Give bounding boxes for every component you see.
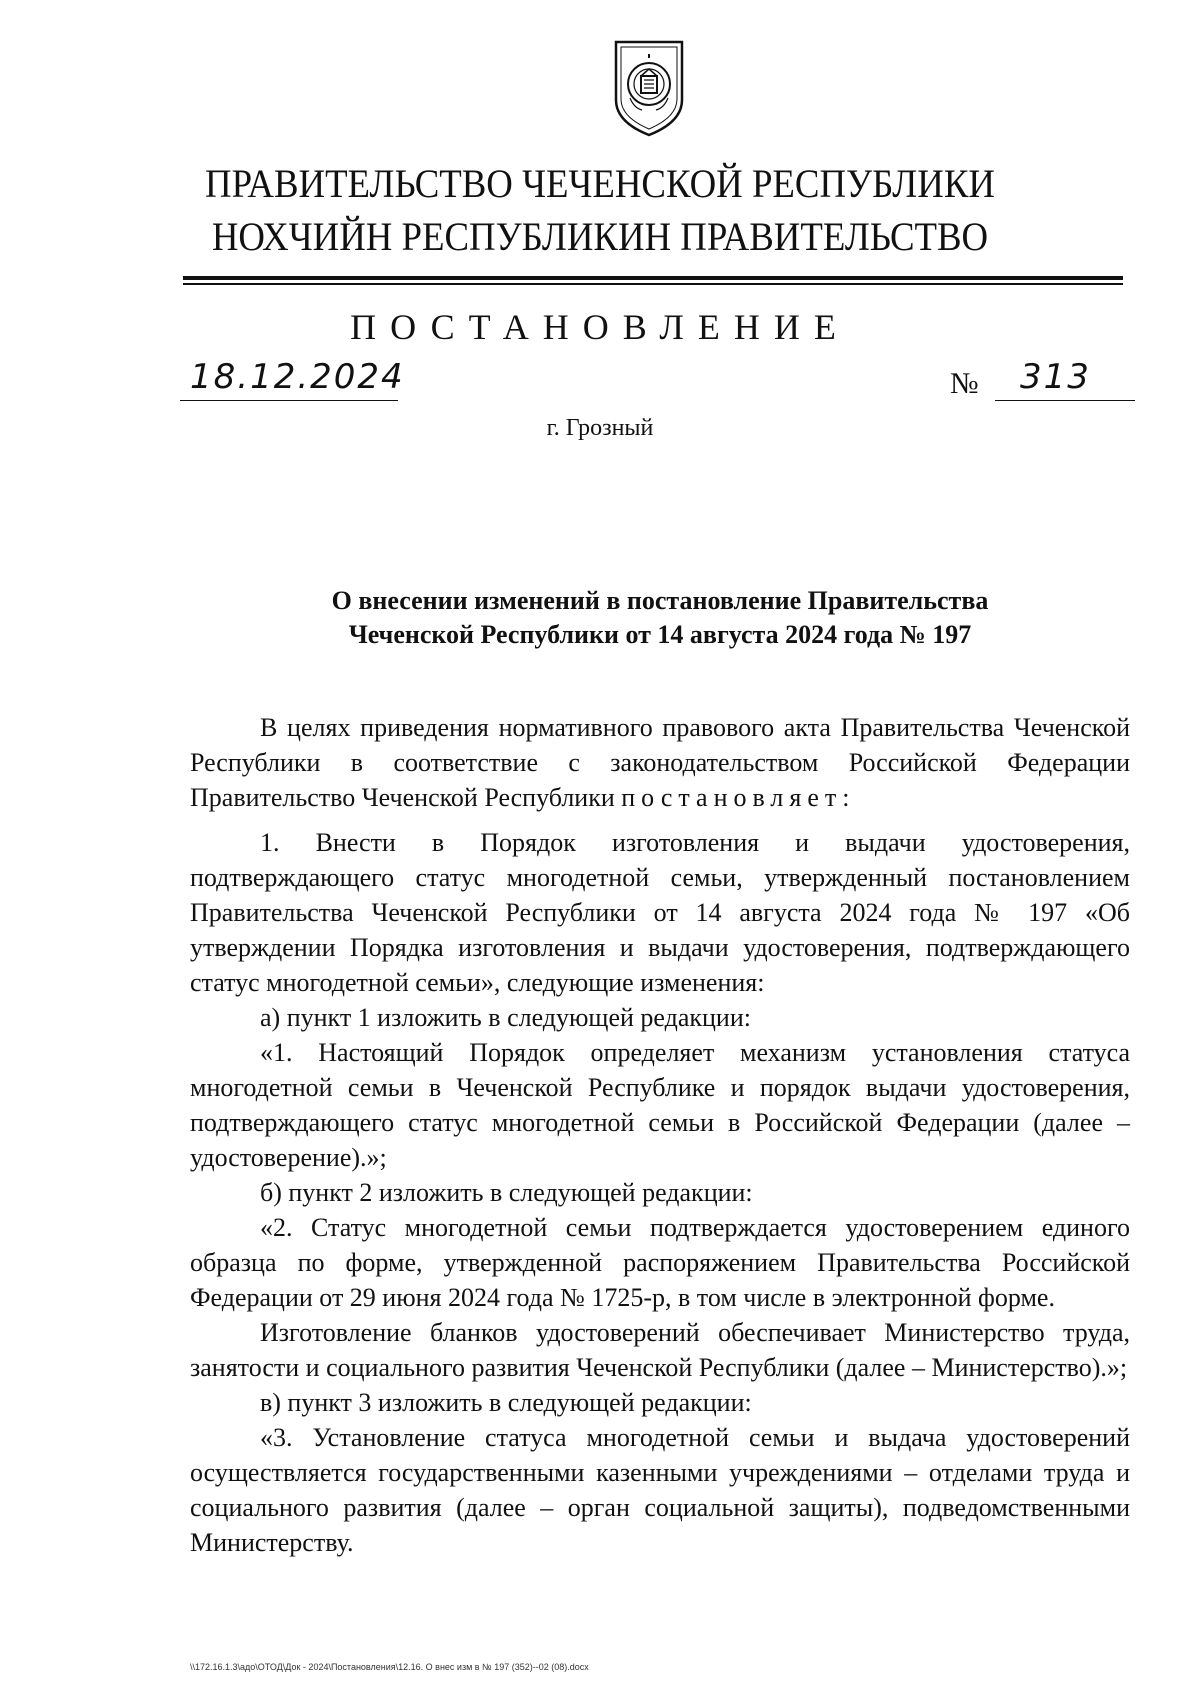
coat-of-arms-emblem-icon bbox=[612, 38, 686, 138]
number-underline bbox=[995, 400, 1135, 402]
organization-name-russian: ПРАВИТЕЛЬСТВО ЧЕЧЕНСКОЙ РЕСПУБЛИКИ bbox=[205, 161, 995, 206]
date-underline bbox=[180, 400, 398, 402]
paragraph-subitem-c: в) пункт 3 изложить в следующей редакции: bbox=[260, 1388, 752, 1417]
paragraph-quote-2: «2. Статус многодетной семьи подтверждается удостоверением единого образца по форме, утвержденной распоряжением Правительства Российской Федерации от 29 июня 2024 года № 1725-р, в том числе в электронной форме. bbox=[190, 1213, 1130, 1312]
paragraph-quote-2-continued: Изготовление бланков удостоверений обеспечивает Министерство труда, занятости и социального развития Чеченской Республики (далее – Министерство).»; bbox=[190, 1318, 1130, 1382]
preamble-resolves: постановляет: bbox=[621, 783, 856, 812]
number-sign: № bbox=[950, 367, 979, 400]
city-name: г. Грозный bbox=[546, 415, 654, 441]
header-divider-thick bbox=[183, 276, 1123, 280]
number-field bbox=[950, 357, 1135, 405]
header-divider-thin bbox=[183, 283, 1123, 285]
preamble-text: В целях приведения нормативного правового акта Правительства Чеченской Республики в соответствие с законодательством Российской Федерации Правительство Чеченской Республики bbox=[190, 713, 1130, 812]
preamble-paragraph bbox=[190, 710, 1130, 815]
title-line-2: Чеченской Республики от 14 августа 2024 года № 197 bbox=[348, 620, 972, 649]
title-line-1: О внесении изменений в постановление Правительства bbox=[331, 586, 989, 615]
document-title bbox=[190, 584, 1130, 652]
document-body bbox=[190, 710, 1130, 1560]
paragraph-subitem-a: а) пункт 1 изложить в следующей редакции: bbox=[260, 1003, 751, 1032]
paragraph-quote-1: «1. Настоящий Порядок определяет механизм установления статуса многодетной семьи в Чеченской Республике и порядок выдачи удостоверения, подтверждающего статус многодетной семьи в Российской Федерации (далее – удостоверение).»; bbox=[190, 1038, 1130, 1172]
paragraph-subitem-b: б) пункт 2 изложить в следующей редакции: bbox=[260, 1178, 753, 1207]
date-field bbox=[180, 357, 405, 405]
paragraph-item-1: 1. Внести в Порядок изготовления и выдачи удостоверения, подтверждающего статус многодетной семьи, утвержденный постановлением Правительства Чеченской Республики от 14 августа 2024 года № 197 «Об утверждении Порядка изготовления и выдачи удостоверения, подтверждающего статус многодетной семьи», следующие изменения: bbox=[190, 828, 1130, 997]
paragraph-quote-3: «3. Установление статуса многодетной семьи и выдача удостоверений осуществляется государственными казенными учреждениями – отделами труда и социального развития (далее – орган социальной защиты), подведомственными Министерству. bbox=[190, 1423, 1130, 1557]
document-date: 18.12.2024 bbox=[190, 357, 405, 397]
document-type: ПОСТАНОВЛЕНИЕ bbox=[350, 307, 850, 347]
organization-name-chechen: НОХЧИЙН РЕСПУБЛИКИН ПРАВИТЕЛЬСТВО bbox=[211, 214, 989, 259]
file-path-footer: \\172.16.1.3\адо\ОТОД\Док - 2024\Постановления\12.16. О внес изм в № 197 (352)--02 (08).docx bbox=[190, 1662, 589, 1672]
document-number: 313 bbox=[1020, 357, 1091, 397]
